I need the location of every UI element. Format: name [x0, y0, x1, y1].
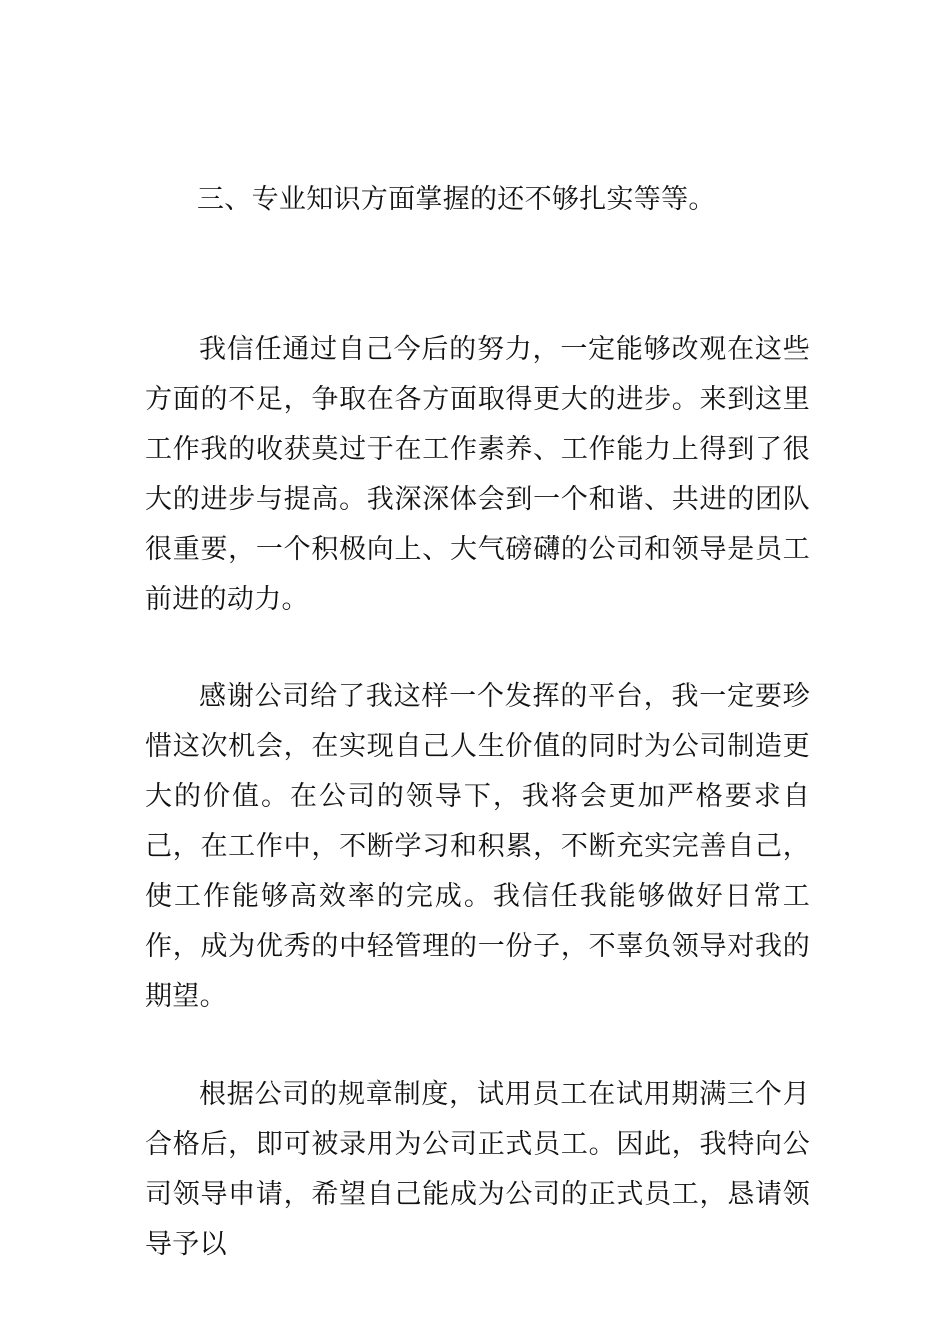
paragraph-gratitude: 感谢公司给了我这样一个发挥的平台，我一定要珍惜这次机会，在实现自己人生价值的同时为公司制造更大的价值。在公司的领导下，我将会更加严格要求自己，在工作中，不断学习和积累，不断充实完善自己，使工作能够高效率的完成。我信任我能够做好日常工作，成为优秀的中轻管理的一份子，不辜负领导对我的期望。: [145, 681, 810, 1012]
paragraph-application: 根据公司的规章制度，试用员工在试用期满三个月合格后，即可被录用为公司正式员工。因此，我特向公司领导申请，希望自己能成为公司的正式员工，恳请领导予以: [145, 1079, 810, 1260]
paragraph-self-improvement: 我信任通过自己今后的努力，一定能够改观在这些方面的不足，争取在各方面取得更大的进步。来到这里工作我的收获莫过于在工作素养、工作能力上得到了很大的进步与提高。我深深体会到一个和谐、共进的团队很重要，一个积极向上、大气磅礴的公司和领导是员工前进的动力。: [145, 334, 810, 615]
paragraph-professional-knowledge: 三、专业知识方面掌握的还不够扎实等等。: [197, 184, 716, 215]
